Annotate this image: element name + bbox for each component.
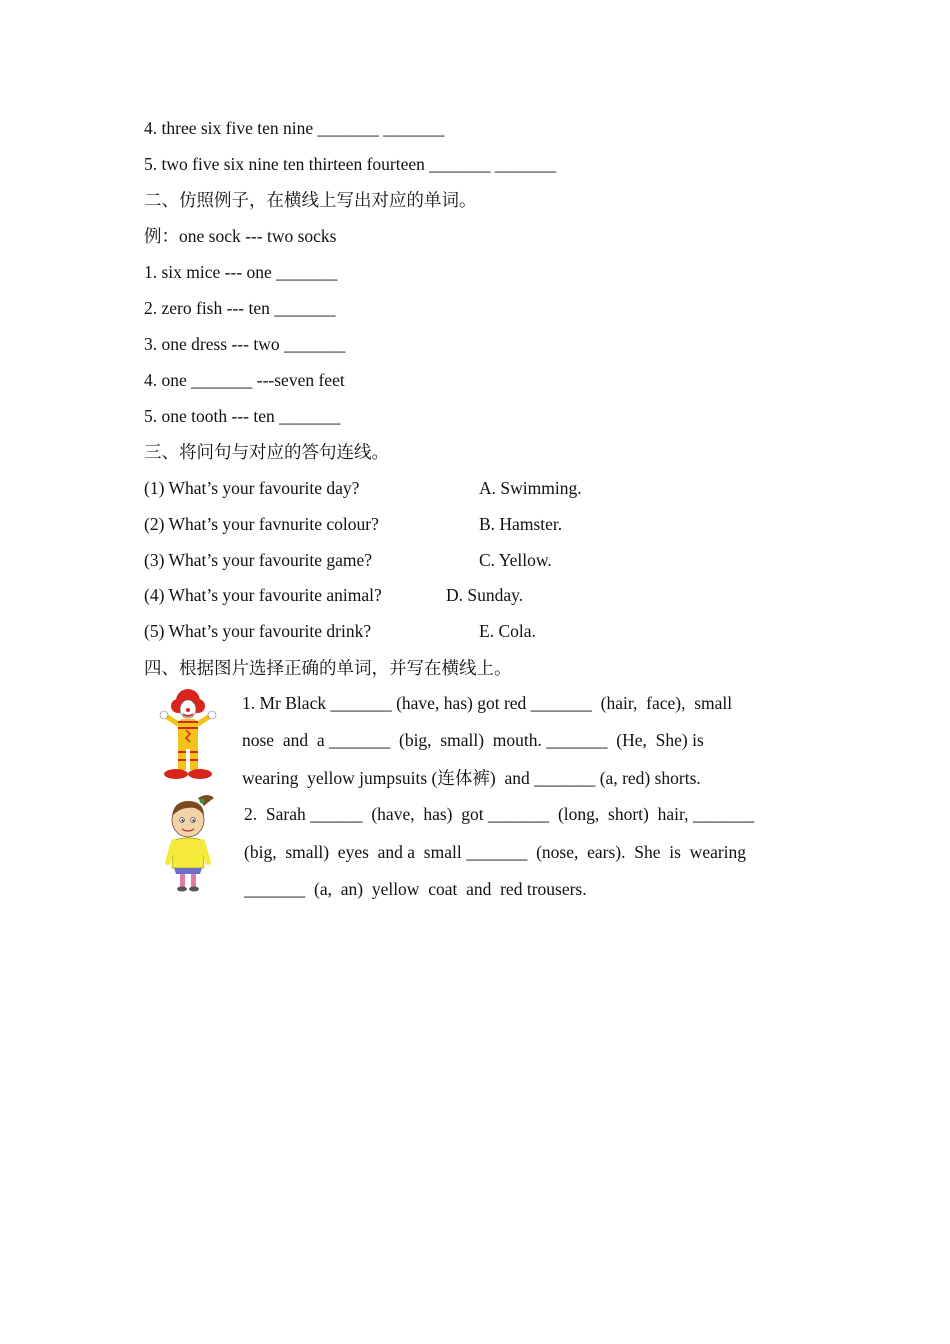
section2-item-3: 3. one dress --- two _______ <box>144 334 346 354</box>
answer-b: B. Hamster. <box>479 514 563 534</box>
exercise-q4: 4. three six five ten nine _______ _______ <box>144 118 445 138</box>
section2-heading: 二、仿照例子，在横线上写出对应的单词。 <box>144 190 477 210</box>
question-3: (3) What’s your favourite game? <box>144 550 373 570</box>
answer-a: A. Swimming. <box>479 478 582 498</box>
section4-q1-line2: nose and a _______ (big, small) mouth. _______ (He, She) is <box>242 730 704 750</box>
section2-item-4: 4. one _______ ---seven feet <box>144 370 345 390</box>
section2-item-1: 1. six mice --- one _______ <box>144 262 338 282</box>
exercise-q5: 5. two five six nine ten thirteen fourteen _______ _______ <box>144 154 557 174</box>
section4-q2-line1: 2. Sarah ______ (have, has) got _______ (long, short) hair, _______ <box>244 804 755 824</box>
question-5: (5) What’s your favourite drink? <box>144 621 372 641</box>
section3-heading: 三、将问句与对应的答句连线。 <box>144 442 389 462</box>
question-1: (1) What’s your favourite day? <box>144 478 360 498</box>
section4-q2-line3: _______ (a, an) yellow coat and red trousers. <box>244 879 587 899</box>
section4-q1-line1: 1. Mr Black _______ (have, has) got red _______ (hair, face), small <box>242 693 733 713</box>
answer-c: C. Yellow. <box>479 550 552 570</box>
section4-heading: 四、根据图片选择正确的单词，并写在横线上。 <box>144 658 512 678</box>
answer-d: D. Sunday. <box>446 585 524 605</box>
answer-e: E. Cola. <box>479 621 536 641</box>
section2-example: 例：one sock --- two socks <box>144 226 337 246</box>
section4-q1-line3: wearing yellow jumpsuits (连体裤) and _______ (a, red) shorts. <box>242 768 701 788</box>
section2-item-2: 2. zero fish --- ten _______ <box>144 298 336 318</box>
section4-q2-line2: (big, small) eyes and a small _______ (nose, ears). She is wearing <box>244 842 747 862</box>
question-4: (4) What’s your favourite animal? <box>144 585 382 605</box>
clown-illustration <box>156 688 220 784</box>
question-2: (2) What’s your favnurite colour? <box>144 514 379 534</box>
section2-item-5: 5. one tooth --- ten _______ <box>144 406 341 426</box>
girl-illustration <box>160 792 220 892</box>
